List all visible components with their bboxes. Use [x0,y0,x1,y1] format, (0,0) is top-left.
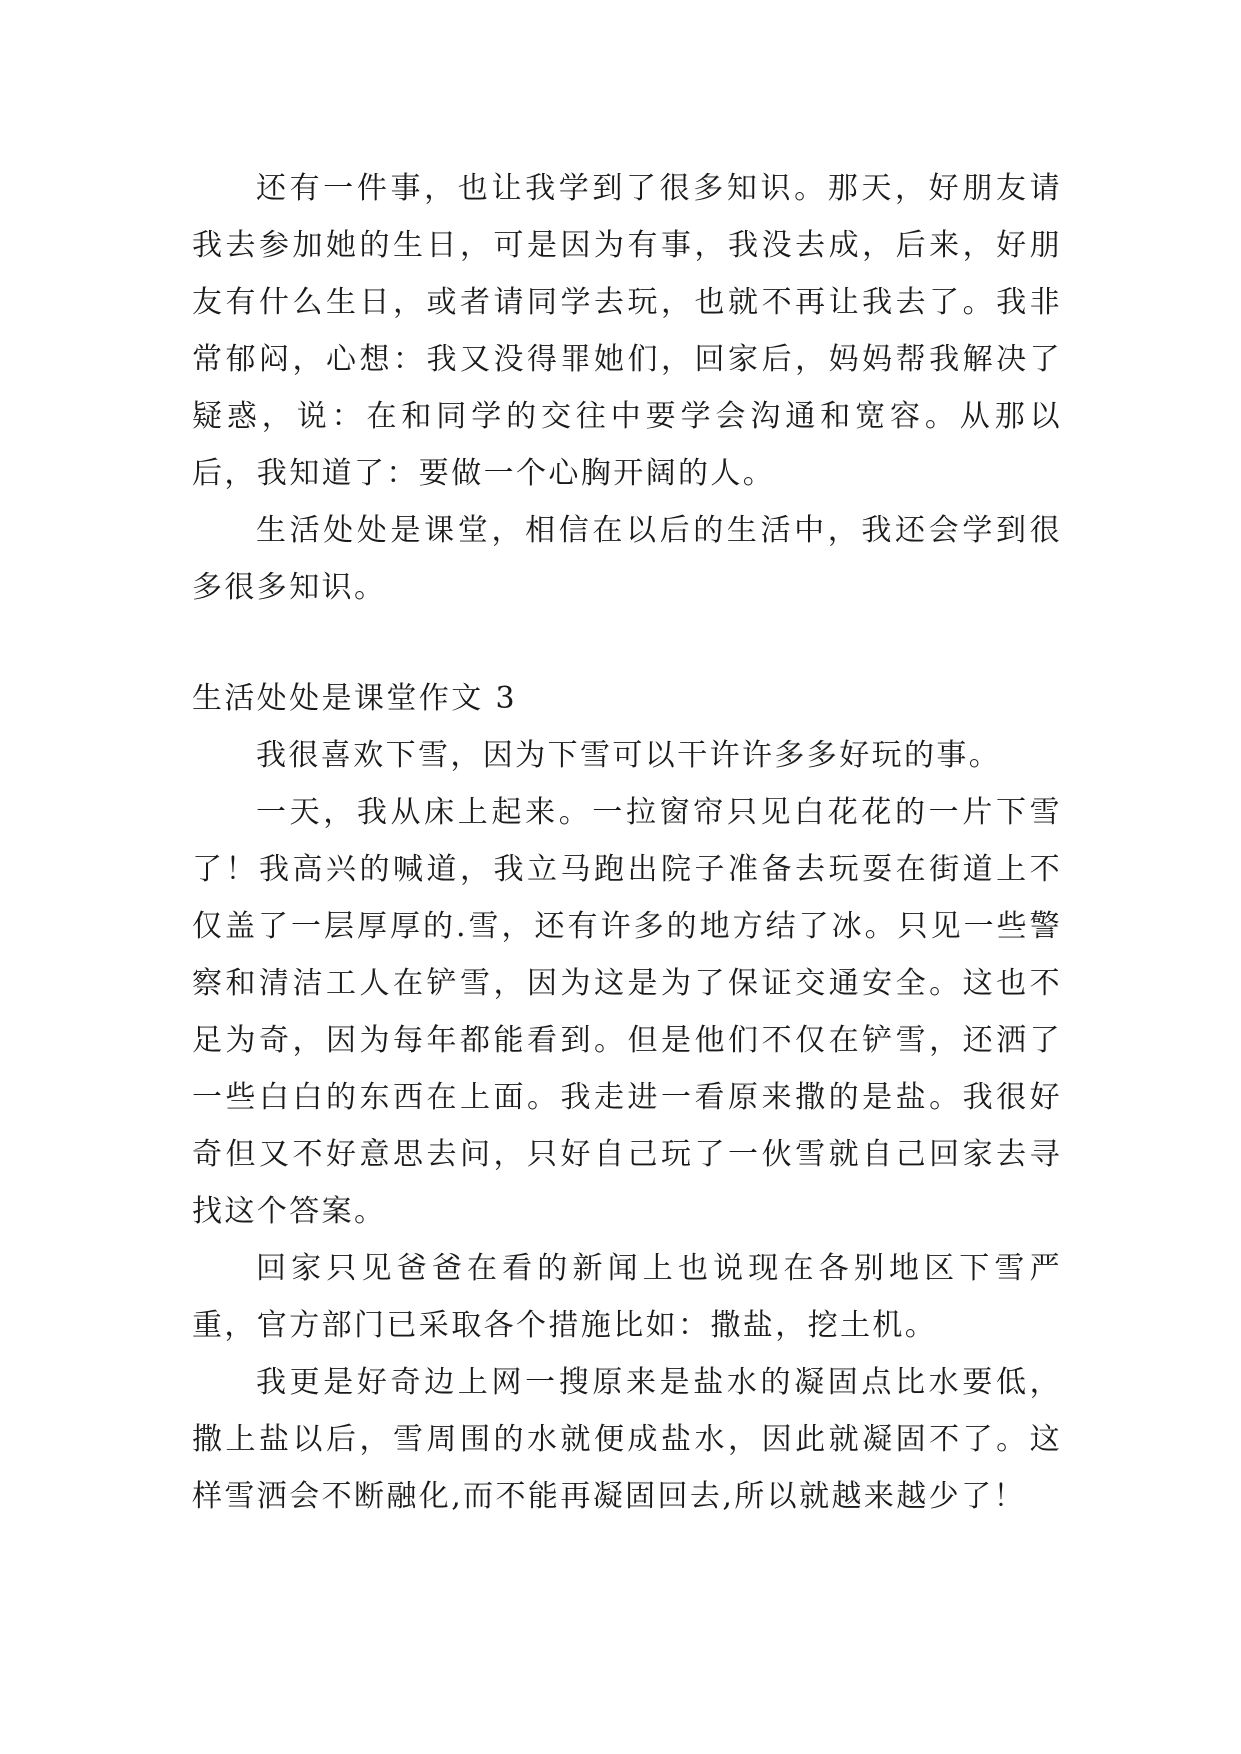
paragraph-life-classroom-conclusion: 生活处处是课堂，相信在以后的生活中，我还会学到很多很多知识。 [192,513,1062,605]
essay-title: 生活处处是课堂作文 3 [192,681,518,716]
paragraph-like-snow: 我很喜欢下雪，因为下雪可以干许许多多好玩的事。 [256,738,1002,773]
document-body [192,160,1062,1525]
paragraph-snow-day: 一天，我从床上起来。一拉窗帘只见白花花的一片下雪了！我高兴的喊道，我立马跑出院子准备去玩耍在街道上不仅盖了一层厚厚的.雪，还有许多的地方结了冰。只见一些警察和清洁工人在铲雪，因为这是为了保证交通安全。这也不足为奇，因为每年都能看到。但是他们不仅在铲雪，还洒了一些白白的东西在上面。我走进一看原来撒的是盐。我很好奇但又不好意思去问，只好自己玩了一伙雪就自己回家去寻找这个答案。 [192,795,1062,1229]
paragraph-salt-explanation: 我更是好奇边上网一搜原来是盐水的凝固点比水要低，撒上盐以后，雪周围的水就便成盐水，因此就凝固不了。这样雪洒会不断融化,而不能再凝固回去,所以就越来越少了！ [192,1365,1062,1514]
paragraph-friend-birthday: 还有一件事，也让我学到了很多知识。那天，好朋友请我去参加她的生日，可是因为有事，我没去成，后来，好朋友有什么生日，或者请同学去玩，也就不再让我去了。我非常郁闷，心想：我又没得罪她们，回家后，妈妈帮我解决了疑惑，说：在和同学的交往中要学会沟通和宽容。从那以后，我知道了：要做一个心胸开阔的人。 [192,171,1062,491]
paragraph-news: 回家只见爸爸在看的新闻上也说现在各别地区下雪严重，官方部门已采取各个措施比如：撒盐，挖土机。 [192,1251,1062,1343]
